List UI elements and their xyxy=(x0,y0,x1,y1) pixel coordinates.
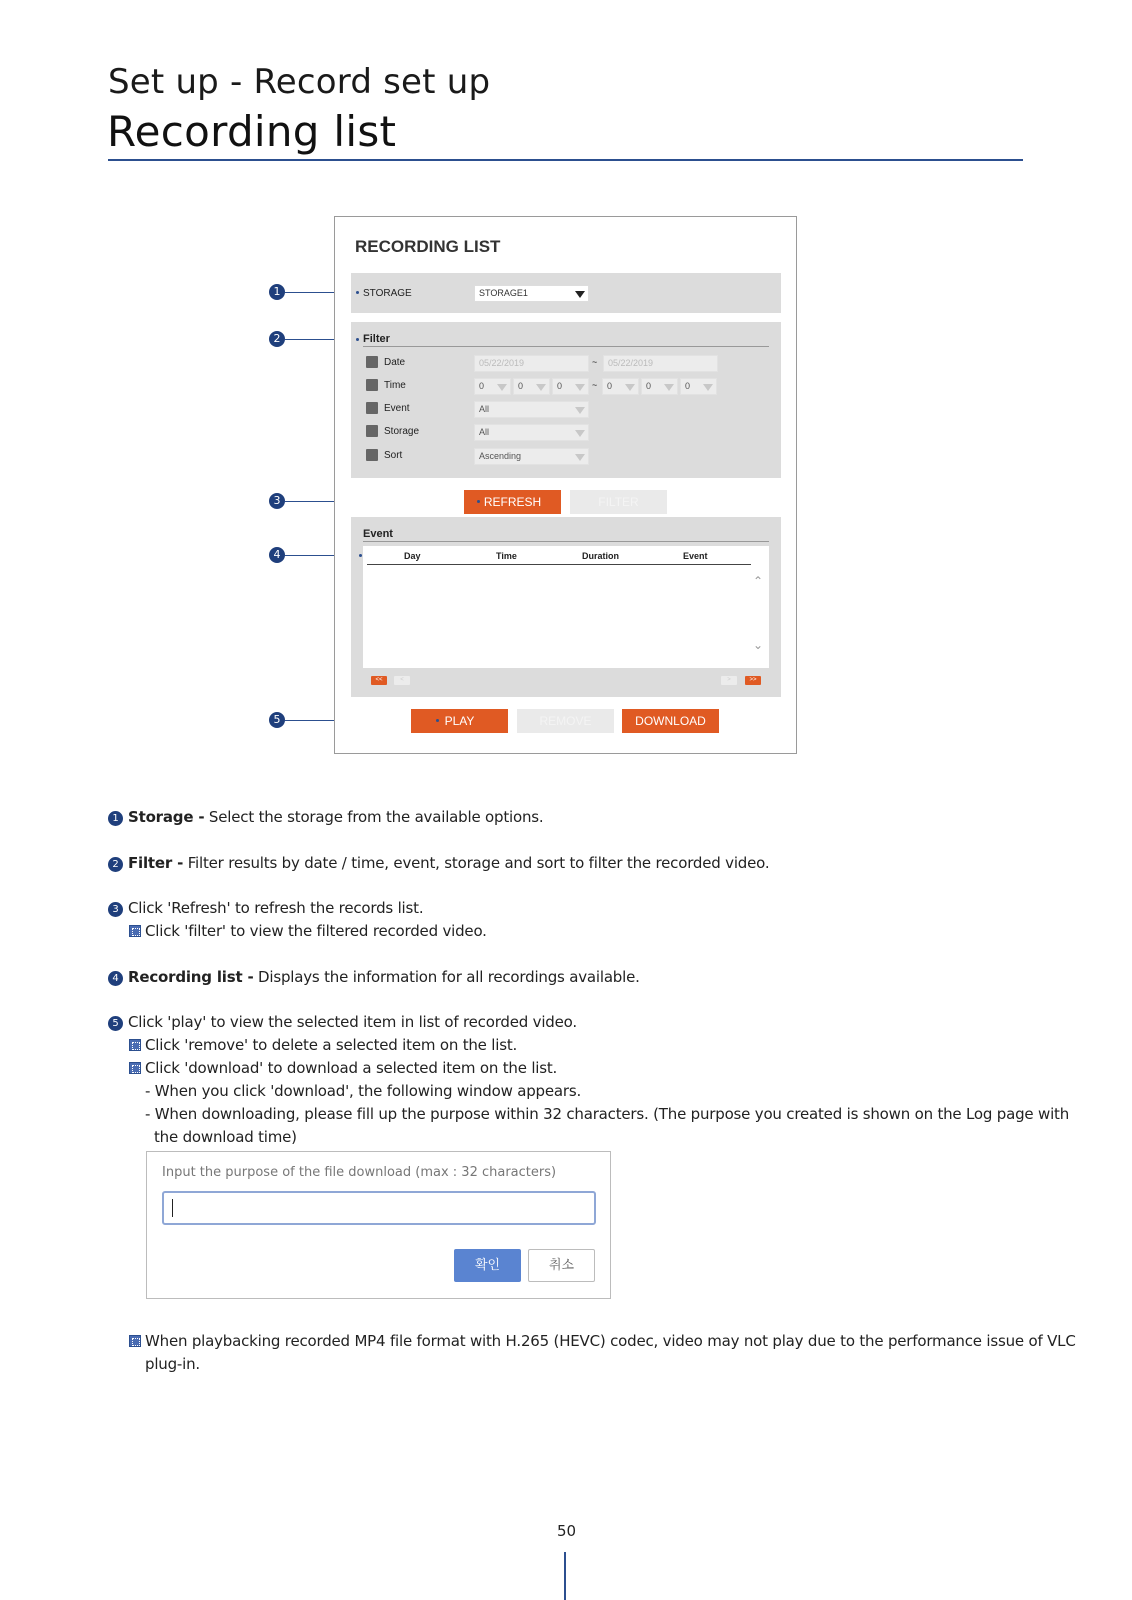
event-checkbox[interactable] xyxy=(366,402,378,414)
recording-list-screenshot xyxy=(334,216,797,754)
callout-2: 2 xyxy=(269,331,285,347)
sort-checkbox[interactable] xyxy=(366,449,378,461)
date-to-field[interactable]: 05/22/2019 xyxy=(603,355,718,372)
time-from-second[interactable] xyxy=(552,378,589,395)
description-filter-text: Filter results by date / time, event, storage and sort to filter the recorded video. xyxy=(183,854,770,872)
column-day: Day xyxy=(404,551,421,561)
date-separator: ~ xyxy=(592,357,598,367)
page-title: Recording list xyxy=(107,107,397,156)
download-sub-2b: the download time) xyxy=(154,1128,297,1146)
download-purpose-dialog xyxy=(146,1151,611,1299)
date-label: Date xyxy=(384,357,406,368)
time-checkbox[interactable] xyxy=(366,379,378,391)
storage-select-value: STORAGE1 xyxy=(479,288,528,298)
sort-select[interactable] xyxy=(474,448,589,465)
filter-divider xyxy=(363,346,769,347)
refresh-button[interactable]: REFRESH xyxy=(464,490,561,514)
header-divider xyxy=(108,159,1023,161)
pager-next-button[interactable]: > xyxy=(721,676,737,685)
download-button[interactable]: DOWNLOAD xyxy=(622,709,719,733)
chevron-down-icon[interactable]: ⌄ xyxy=(753,638,764,652)
storage-select[interactable] xyxy=(474,285,589,302)
pager-prev-button[interactable]: < xyxy=(394,676,410,685)
description-refresh-text: Click 'Refresh' to refresh the records list. xyxy=(128,899,424,917)
callout-dot-5 xyxy=(436,719,439,722)
remove-button[interactable]: REMOVE xyxy=(517,709,614,733)
description-storage-text: Select the storage from the available options. xyxy=(204,808,544,826)
filter-panel xyxy=(351,322,781,478)
sort-select-value: Ascending xyxy=(479,451,522,461)
note-icon xyxy=(129,1039,141,1051)
confirm-button[interactable]: 확인 xyxy=(454,1249,521,1282)
play-button[interactable]: PLAY xyxy=(411,709,508,733)
callout-4: 4 xyxy=(269,547,285,563)
time-label: Time xyxy=(384,380,406,391)
chevron-down-icon xyxy=(497,384,507,391)
chevron-down-icon xyxy=(703,384,713,391)
number-badge-1: 1 xyxy=(108,811,123,826)
event-divider xyxy=(363,541,769,542)
chevron-down-icon xyxy=(575,291,585,298)
description-filter-term: Filter - xyxy=(128,854,184,872)
date-from-field[interactable]: 05/22/2019 xyxy=(474,355,589,372)
chevron-down-icon xyxy=(575,454,585,461)
download-sub-2: - When downloading, please fill up the purpose within 32 characters. (The purpose you created is shown on the Log page with xyxy=(145,1105,1070,1123)
note-remove xyxy=(129,1034,517,1056)
description-storage-term: Storage - xyxy=(128,808,205,826)
sort-label: Sort xyxy=(384,450,403,461)
filter-label: Filter xyxy=(363,333,390,345)
text-caret xyxy=(172,1199,173,1217)
number-badge-3: 3 xyxy=(108,902,123,917)
time-from-hour[interactable] xyxy=(474,378,511,395)
event-label: Event xyxy=(384,403,410,414)
time-to-second[interactable] xyxy=(680,378,717,395)
section-title: Set up - Record set up xyxy=(108,62,491,102)
chevron-down-icon xyxy=(575,430,585,437)
callout-dot-3 xyxy=(477,500,480,503)
callout-dot-4 xyxy=(359,554,362,557)
note-icon xyxy=(129,1335,141,1347)
note-h265 xyxy=(129,1330,1076,1352)
pager-first-button[interactable]: << xyxy=(371,676,387,685)
pager-last-button[interactable]: >> xyxy=(745,676,761,685)
note-remove-text: Click 'remove' to delete a selected item on the list. xyxy=(145,1036,518,1054)
column-event: Event xyxy=(683,551,708,561)
time-from-second-value: 0 xyxy=(557,381,563,391)
callout-1: 1 xyxy=(269,284,285,300)
chevron-down-icon xyxy=(575,407,585,414)
chevron-down-icon xyxy=(625,384,635,391)
note-h265-text: When playbacking recorded MP4 file format with H.265 (HEVC) codec, video may not play due to the performance issue of VLC xyxy=(145,1332,1076,1350)
number-badge-4: 4 xyxy=(108,971,123,986)
callout-3: 3 xyxy=(269,493,285,509)
description-refresh xyxy=(108,897,423,919)
note-filter-text: Click 'filter' to view the filtered recorded video. xyxy=(145,922,487,940)
time-from-minute[interactable] xyxy=(513,378,550,395)
time-to-hour-value: 0 xyxy=(607,381,613,391)
filter-button[interactable]: FILTER xyxy=(570,490,667,514)
time-to-minute[interactable] xyxy=(641,378,678,395)
description-recording-list-term: Recording list - xyxy=(128,968,254,986)
chevron-down-icon xyxy=(664,384,674,391)
time-from-hour-value: 0 xyxy=(479,381,485,391)
description-recording-list xyxy=(108,966,640,988)
download-sub-1: - When you click 'download', the following window appears. xyxy=(145,1082,582,1100)
page-number: 50 xyxy=(557,1522,577,1540)
note-h265-line2: plug-in. xyxy=(145,1355,200,1373)
chevron-down-icon xyxy=(575,384,585,391)
note-download-text: Click 'download' to download a selected item on the list. xyxy=(145,1059,558,1077)
callout-dot-2 xyxy=(356,338,359,341)
event-select[interactable] xyxy=(474,401,589,418)
chevron-down-icon xyxy=(536,384,546,391)
event-panel xyxy=(351,517,781,697)
note-download xyxy=(129,1057,557,1079)
note-icon xyxy=(129,1062,141,1074)
storage-panel xyxy=(351,273,781,313)
storage-filter-label: Storage xyxy=(384,426,420,437)
note-filter xyxy=(129,920,487,942)
number-badge-2: 2 xyxy=(108,857,123,872)
cancel-button[interactable]: 취소 xyxy=(528,1249,595,1282)
time-separator: ~ xyxy=(592,380,598,390)
event-section-label: Event xyxy=(363,528,393,540)
description-play-text: Click 'play' to view the selected item in list of recorded video. xyxy=(128,1013,577,1031)
table-header-rule xyxy=(367,564,751,565)
time-from-minute-value: 0 xyxy=(518,381,524,391)
note-icon xyxy=(129,925,141,937)
description-play xyxy=(108,1011,577,1033)
time-to-hour[interactable] xyxy=(602,378,639,395)
time-to-second-value: 0 xyxy=(685,381,691,391)
dialog-label: Input the purpose of the file download (max : 32 characters) xyxy=(162,1165,557,1180)
callout-dot-1 xyxy=(356,291,359,294)
event-select-value: All xyxy=(479,404,490,414)
page-marker-bar xyxy=(564,1552,566,1600)
storage-label: STORAGE xyxy=(363,288,412,299)
time-to-minute-value: 0 xyxy=(646,381,652,391)
storage-checkbox[interactable] xyxy=(366,425,378,437)
description-recording-list-text: Displays the information for all recordings available. xyxy=(253,968,640,986)
storage-filter-select[interactable] xyxy=(474,424,589,441)
column-duration: Duration xyxy=(582,551,619,561)
column-time: Time xyxy=(496,551,517,561)
screenshot-title: RECORDING LIST xyxy=(355,237,501,256)
number-badge-5: 5 xyxy=(108,1016,123,1031)
storage-filter-value: All xyxy=(479,427,490,437)
description-storage xyxy=(108,806,543,828)
chevron-up-icon[interactable]: ⌃ xyxy=(753,574,764,588)
callout-5: 5 xyxy=(269,712,285,728)
date-checkbox[interactable] xyxy=(366,356,378,368)
description-filter xyxy=(108,852,769,874)
purpose-input[interactable] xyxy=(162,1191,596,1225)
recording-table xyxy=(363,546,769,668)
